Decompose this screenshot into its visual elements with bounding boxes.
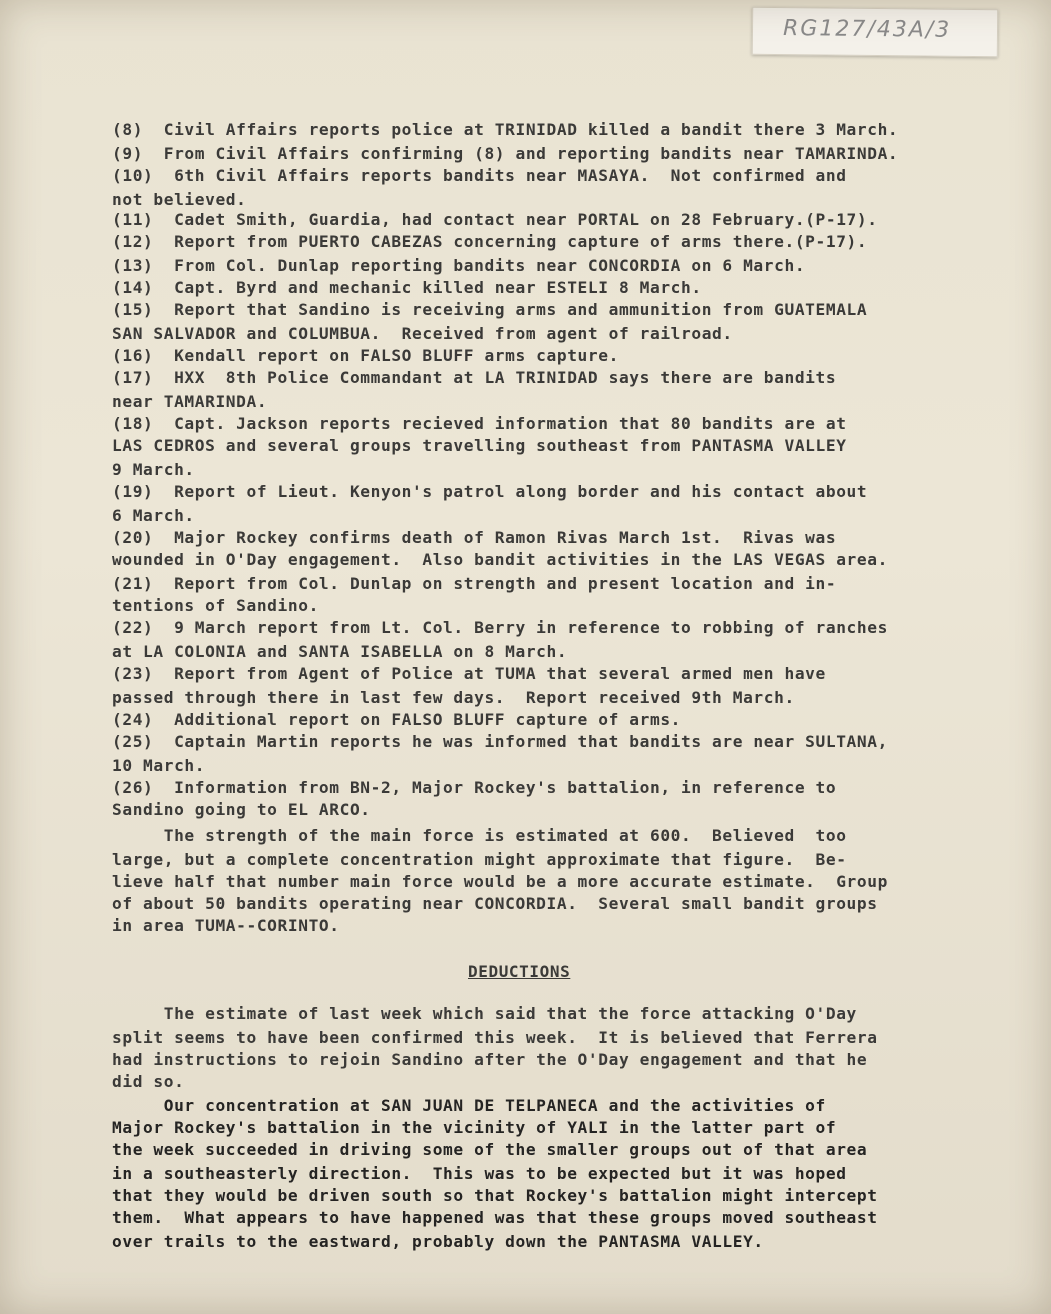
report-item-line: (20) Major Rockey confirms death of Ramon Rivas March 1st. Rivas was: [112, 528, 837, 547]
deduction-line: over trails to the eastward, probably down the PANTASMA VALLEY.: [112, 1232, 764, 1251]
report-item-line: (12) Report from PUERTO CABEZAS concerning capture of arms there.(P-17).: [112, 232, 868, 251]
deduction-line: in a southeasterly direction. This was to be expected but it was hoped: [112, 1164, 847, 1183]
strength-line: in area TUMA--CORINTO.: [112, 916, 340, 935]
deduction-line: Major Rockey's battalion in the vicinity of YALI in the latter part of: [112, 1118, 837, 1137]
report-item-line: (15) Report that Sandino is receiving arms and ammunition from GUATEMALA: [112, 300, 868, 319]
report-item-line: wounded in O'Day engagement. Also bandit activities in the LAS VEGAS area.: [112, 550, 888, 569]
report-item-line: passed through there in last few days. Report received 9th March.: [112, 688, 795, 707]
report-item-line: (16) Kendall report on FALSO BLUFF arms capture.: [112, 346, 619, 365]
strength-line: of about 50 bandits operating near CONCORDIA. Several small bandit groups: [112, 894, 878, 913]
deduction-line: the week succeeded in driving some of the smaller groups out of that area: [112, 1140, 868, 1159]
deduction-line: Our concentration at SAN JUAN DE TELPANECA and the activities of: [112, 1096, 826, 1115]
report-item-line: Sandino going to EL ARCO.: [112, 800, 371, 819]
report-item-line: (23) Report from Agent of Police at TUMA that several armed men have: [112, 664, 826, 683]
strength-line: lieve half that number main force would be a more accurate estimate. Group: [112, 872, 888, 891]
deductions-heading: DEDUCTIONS: [468, 962, 571, 981]
strength-line: The strength of the main force is estimated at 600. Believed too: [112, 826, 847, 845]
report-item-line: (11) Cadet Smith, Guardia, had contact near PORTAL on 28 February.(P-17).: [112, 210, 878, 229]
report-item-line: (17) HXX 8th Police Commandant at LA TRINIDAD says there are bandits: [112, 368, 837, 387]
report-item-line: 6 March.: [112, 506, 195, 525]
deduction-line: split seems to have been confirmed this week. It is believed that Ferrera: [112, 1028, 878, 1047]
report-item-line: at LA COLONIA and SANTA ISABELLA on 8 March.: [112, 642, 568, 661]
report-item-line: LAS CEDROS and several groups travelling southeast from PANTASMA VALLEY: [112, 436, 847, 455]
report-item-line: near TAMARINDA.: [112, 392, 268, 411]
report-item-line: not believed.: [112, 190, 247, 209]
report-item-line: (21) Report from Col. Dunlap on strength and present location and in-: [112, 574, 837, 593]
report-item-line: SAN SALVADOR and COLUMBUA. Received from agent of railroad.: [112, 324, 733, 343]
report-item-line: (19) Report of Lieut. Kenyon's patrol along border and his contact about: [112, 482, 868, 501]
report-item-line: (22) 9 March report from Lt. Col. Berry in reference to robbing of ranches: [112, 618, 888, 637]
report-item-line: (26) Information from BN-2, Major Rockey's battalion, in reference to: [112, 778, 837, 797]
report-item-line: tentions of Sandino.: [112, 596, 319, 615]
report-item-line: (25) Captain Martin reports he was informed that bandits are near SULTANA,: [112, 732, 888, 751]
report-item-line: (8) Civil Affairs reports police at TRINIDAD killed a bandit there 3 March.: [112, 120, 899, 139]
report-item-line: (9) From Civil Affairs confirming (8) and reporting bandits near TAMARINDA.: [112, 144, 899, 163]
strength-line: large, but a complete concentration might approximate that figure. Be-: [112, 850, 847, 869]
archive-label-text: RG127/43A/3: [782, 16, 952, 43]
deduction-line: had instructions to rejoin Sandino after the O'Day engagement and that he: [112, 1050, 868, 1069]
deduction-line: that they would be driven south so that Rockey's battalion might intercept: [112, 1186, 878, 1205]
deduction-line: did so.: [112, 1072, 185, 1091]
archive-label: [752, 7, 998, 58]
report-item-line: (13) From Col. Dunlap reporting bandits near CONCORDIA on 6 March.: [112, 256, 806, 275]
report-item-line: (18) Capt. Jackson reports recieved information that 80 bandits are at: [112, 414, 847, 433]
deduction-line: The estimate of last week which said that the force attacking O'Day: [112, 1004, 857, 1023]
report-item-line: (10) 6th Civil Affairs reports bandits near MASAYA. Not confirmed and: [112, 166, 847, 185]
report-item-line: 9 March.: [112, 460, 195, 479]
report-item-line: 10 March.: [112, 756, 206, 775]
deduction-line: them. What appears to have happened was that these groups moved southeast: [112, 1208, 878, 1227]
report-item-line: (14) Capt. Byrd and mechanic killed near ESTELI 8 March.: [112, 278, 702, 297]
report-item-line: (24) Additional report on FALSO BLUFF capture of arms.: [112, 710, 682, 729]
